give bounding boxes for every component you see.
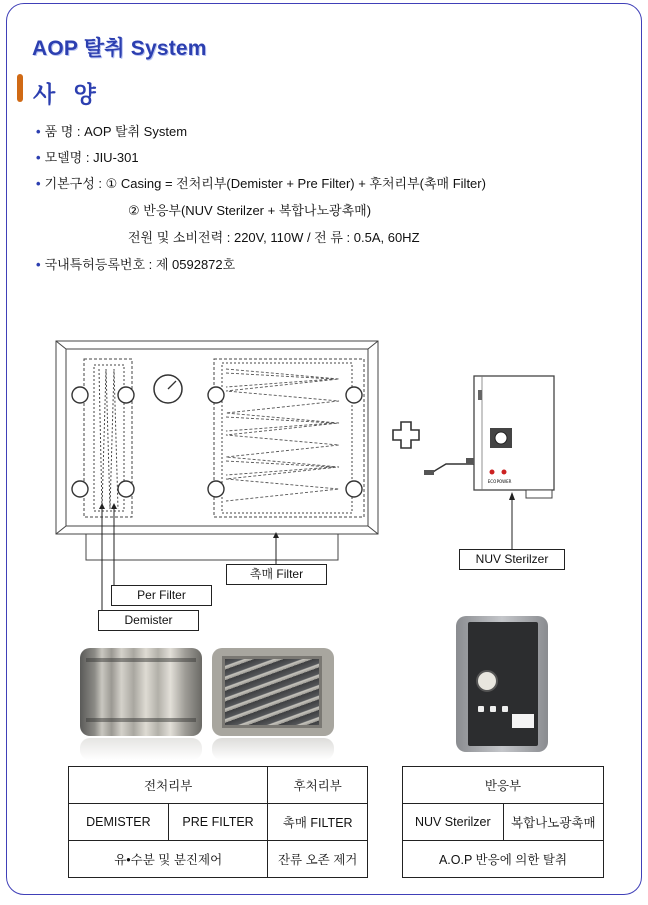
spec-item-model: • 모델명 : JIU-301: [36, 150, 139, 165]
section-marker: [17, 74, 23, 102]
spec-item-patent: • 국내특허등록번호 : 제 0592872호: [36, 257, 236, 272]
per-filter-label: Per Filter: [111, 585, 212, 606]
demister-label: Demister: [98, 610, 199, 631]
catalyst-filter-label: 촉매 Filter: [226, 564, 327, 585]
demister-photo: [80, 648, 202, 736]
table-cell-catalyst-filter: 촉매 FILTER: [268, 804, 368, 841]
catalyst-filter-photo-reflection: [212, 738, 334, 760]
bullet-icon: •: [36, 150, 41, 165]
bullet-icon: •: [36, 124, 41, 139]
catalyst-filter-photo: [212, 648, 334, 736]
table-cell-moisture-dust: 유•수분 및 분진제어: [69, 841, 268, 878]
pre-post-treatment-table: [68, 766, 368, 878]
table-cell-demister: DEMISTER: [69, 804, 169, 841]
power-indicator-label: POWER: [496, 479, 512, 484]
page-title: AOP 탈취 System: [32, 37, 207, 60]
spec-item-name: • 품 명 : AOP 탈취 System: [36, 124, 188, 139]
spec-sub-reaction: ② 반응부(NUV Sterilzer + 복합나노광촉매): [128, 203, 372, 218]
sterilizer-device-diagram: [424, 372, 560, 502]
spec-sub-power: 전원 및 소비전력 : 220V, 110W / 전 류 : 0.5A, 60HZ: [128, 230, 420, 245]
section-heading: 사 양: [33, 81, 102, 107]
sterilizer-photo: [456, 616, 548, 752]
bullet-icon: •: [36, 257, 41, 272]
eco-indicator-label: ECO: [487, 479, 497, 484]
demister-photo-reflection: [80, 738, 202, 760]
table-cell-ozone-removal: 잔류 오존 제거: [268, 841, 368, 878]
bullet-icon: •: [36, 176, 41, 191]
casing-diagram: [54, 339, 380, 564]
reaction-table: [402, 766, 604, 878]
nuv-sterilizer-label: NUV Sterilzer: [459, 549, 565, 570]
spec-item-composition: • 기본구성 : ① Casing = 전처리부(Demister + Pre Filter) + 후처리부(촉매 Filter): [36, 176, 486, 191]
table-cell-aop-deodorization: A.O.P 반응에 의한 탈취: [403, 841, 604, 878]
table-cell-nuv-sterilizer: NUV Sterilzer: [403, 804, 504, 841]
plus-icon: [391, 420, 421, 450]
table-cell-nano-photocatalyst: 복합나노광촉매: [503, 804, 603, 841]
table-cell-pre-filter: PRE FILTER: [168, 804, 268, 841]
table-header-posttreatment: 후처리부: [268, 767, 368, 804]
gauge-icon: [154, 375, 182, 403]
table-header-pretreatment: 전처리부: [69, 767, 268, 804]
table-header-reaction: 반응부: [403, 767, 604, 804]
